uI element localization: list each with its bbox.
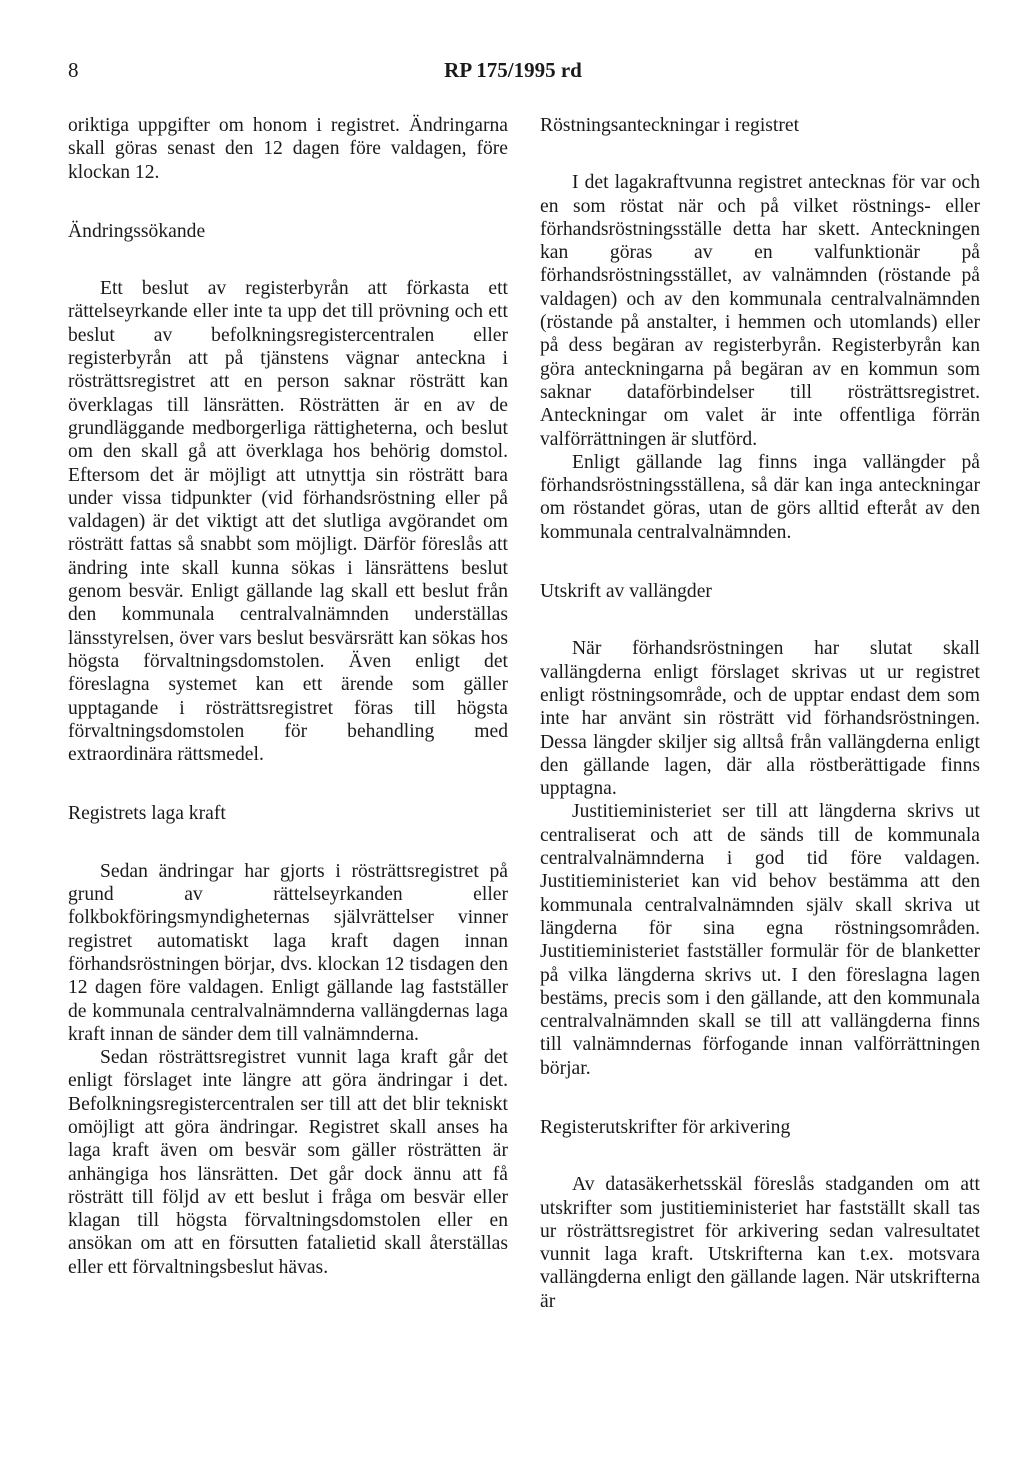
page-number: 8: [68, 58, 79, 82]
paragraph: Av datasäkerhetsskäl föreslås stadganden om att utskrifter som justitieministeriet har fastställt skall tas ur rösträttsregistret för arkivering sedan valresultatet vunnit laga kraft. Utskrifterna kan t.ex. motsvara vallängderna enligt den gällande lagen. När utskrifterna är: [540, 1174, 980, 1312]
paragraph: Ett beslut av registerbyrån att förkasta ett rättelseyrkande eller inte ta upp det till prövning och ett beslut av befolkningsregistercentralen eller registerbyrån att på tjänstens vägnar anteckna i rösträttsregistret att en person saknar rösträtt kan överklagas till länsrätten. Rösträtten är en av de grundläggande medborgerliga rättigheterna, och beslut om den skall gå att överklaga hos behörig domstol. Eftersom det är möjligt att utnyttja sin rösträtt bara under vissa tidpunkter (vid förhandsröstning eller på valdagen) är det viktigt att det slutliga avgörandet om rösträtt fattas så snabbt som möjligt. Därför föreslås att ändring inte skall kunna sökas i länsrättens beslut genom besvär. Enligt gällande lag skall ett beslut från den kommunala centralvalnämnden underställas länsstyrelsen, över vars beslut besvärsrätt kan sökas hos högsta förvaltningsdomstolen. Även enligt det föreslagna systemet kan ett ärende som gäller upptagande i rösträttsregistret föras till högsta förvaltningsdomstolen för behandling med extraordinära rättsmedel.: [68, 278, 508, 766]
paragraph: Sedan ändringar har gjorts i rösträttsregistret på grund av rättelseyrkanden eller folkbokföringsmyndigheternas självrättelser vinner registret automatiskt laga kraft dagen innan förhandsröstningen börjar, dvs. klockan 12 tisdagen den 12 dagen före valdagen. Enligt gällande lag fastställer de kommunala centralvalnämnderna vallängdernas laga kraft innan de sänder dem till valnämnderna.: [68, 860, 508, 1045]
paragraph: När förhandsröstningen har slutat skall vallängderna enligt förslaget skrivas ut ur registret enligt röstningsområde, och de upptar endast dem som inte har använt sin rösträtt vid förhandsröstningen. Dessa längder skiljer sig alltså från vallängderna enligt den gällande lagen, där alla röstberättigade finns upptagna.: [540, 638, 980, 800]
paragraph-intro: oriktiga uppgifter om honom i registret. Ändringarna skall göras senast den 12 dagen före valdagen, före klockan 12.: [68, 115, 508, 183]
heading-registrets-laga-kraft: Registrets laga kraft: [68, 803, 226, 825]
heading-rostningsanteckningar: Röstningsanteckningar i registret: [540, 115, 800, 136]
paragraph: Enligt gällande lag finns inga vallängder på förhandsröstningsställena, så där kan inga anteckningar om röstandet göras, utan de görs alltid efteråt av den kommunala centralvalnämnden.: [540, 451, 980, 543]
page-header: [68, 58, 958, 90]
running-title: RP 175/1995 rd: [444, 58, 582, 82]
heading-registerutskrifter: Registerutskrifter för arkivering: [540, 1116, 791, 1138]
right-column: [540, 114, 980, 1313]
heading-utskrift-av-vallangder: Utskrift av vallängder: [540, 581, 712, 603]
paragraph: Justitieministeriet ser till att längderna skrivs ut centraliserat och att de sänds till de kommunala centralvalnämnderna i god tid före valdagen. Justitieministeriet kan vid behov bestämma att den kommunala centralvalnämnden själv skall skriva ut längderna för sina egna röstningsområden. Justitieministeriet fastställer formulär för de blanketter på vilka längderna skrivs ut. I den föreslagna lagen bestäms, precis som i den gällande, att den kommunala centralvalnämnden skall se till att vallängderna finns till valnämndernas förfogande innan valförrättningen börjar.: [540, 801, 980, 1079]
paragraph: Sedan rösträttsregistret vunnit laga kraft går det enligt förslaget inte längre att göra ändringar i det. Befolkningsregistercentralen ser till att det blir tekniskt omöjligt att göra ändringar. Registret skall anses ha laga kraft även om besvär som gäller rösträtten är anhängiga hos länsrätten. Det går dock ännu att få rösträtt till följd av ett beslut i fråga om besvär eller klagan till högsta förvaltningsdomstolen eller en ansökan om att en försutten fatalietid skall återställas eller ett förvaltningsbeslut hävas.: [68, 1047, 508, 1278]
paragraph: I det lagakraftvunna registret antecknas för var och en som röstat när och på vilket röstnings- eller förhandsröstningsställe detta har skett. Anteckningen kan göras av en valfunktionär på förhandsröstningsstället, av valnämnden (röstande på valdagen) och av den kommunala centralvalnämnden (röstande på anstalter, i hemmen och utomlands) eller på dess begäran av registerbyrån. Registerbyrån kan göra anteckningarna på begäran av en kommun som saknar dataförbindelser till rösträttsregistret. Anteckningar om valet är inte offentliga förrän valförrättningen är slutförd.: [540, 172, 980, 450]
left-column: [68, 114, 508, 1279]
heading-andringssokande: Ändringssökande: [68, 220, 206, 242]
